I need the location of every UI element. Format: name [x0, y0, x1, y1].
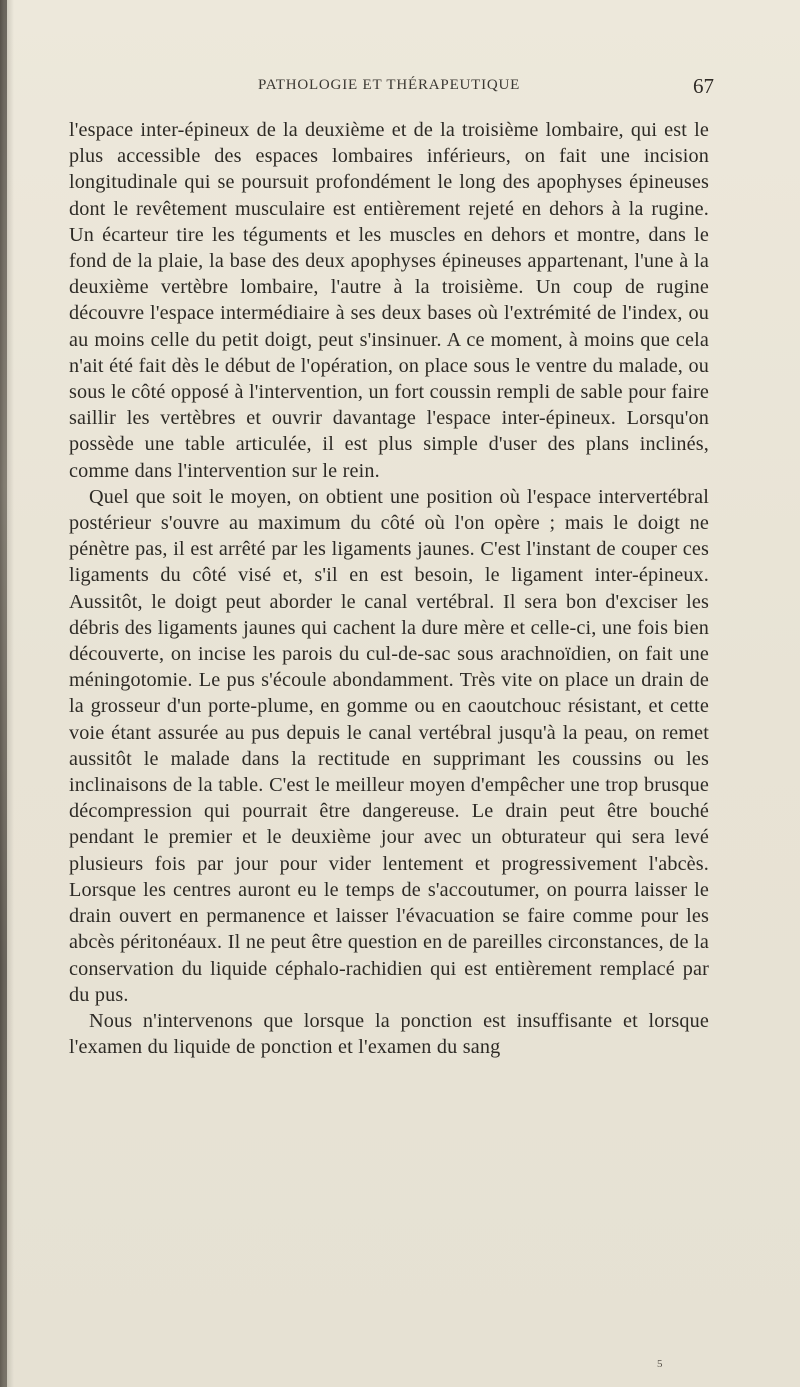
page-number: 67	[693, 74, 714, 98]
body-text	[69, 117, 709, 1060]
running-header	[0, 74, 800, 101]
paragraph-1: l'espace inter-épineux de la deuxième et de la troisième lombaire, qui est le plus accessible des espaces lombaires inférieurs, on fait une incision longitudinale qui se poursuit profondément le long des apophyses épineuses dont le revêtement musculaire est entièrement rejeté en dehors à la rugine. Un écarteur tire les téguments et les muscles en dehors et montre, dans le fond de la plaie, la base des deux apophyses épineuses appartenant, l'une à la deuxième vertèbre lombaire, l'autre à la troisième. Un coup de rugine découvre l'espace intermédiaire à ses deux bases où l'extrémité de l'index, ou au moins celle du petit doigt, peut s'insinuer. A ce moment, à moins que cela n'ait été fait dès le début de l'opération, on place sous le ventre du malade, ou sous le côté opposé à l'intervention, un fort coussin rempli de sable pour faire saillir les vertèbres et ouvrir davantage l'espace inter-épineux. Lorsqu'on possède une table articulée, il est plus simple d'user des plans inclinés, comme dans l'intervention sur le rein.	[69, 119, 709, 482]
book-spine-shadow	[0, 0, 7, 1387]
signature-mark: 5	[657, 1358, 663, 1370]
paragraph-2: Quel que soit le moyen, on obtient une position où l'espace intervertébral postérieur s'ouvre au maximum du côté où l'on opère ; mais le doigt ne pénètre pas, il est arrêté par les ligaments jaunes. C'est l'instant de couper ces ligaments du côté visé et, s'il en est besoin, le ligament inter-épineux. Aussitôt, le doigt peut aborder le canal vertébral. Il sera bon d'exciser les débris des ligaments jaunes qui cachent la dure mère et celle-ci, une fois bien découverte, on incise les parois du cul-de-sac sous arachnoïdien, on fait une méningotomie. Le pus s'écoule abondamment. Très vite on place un drain de la grosseur d'un porte-plume, en gomme ou en caoutchouc résistant, et cette voie étant assurée au pus depuis le canal vertébral jusqu'à la peau, on remet aussitôt le malade dans la rectitude en supprimant les coussins ou les inclinaisons de la table. C'est le meilleur moyen d'empêcher une trop brusque décompression qui pourrait être dangereuse. Le drain peut être bouché pendant le premier et le deuxième jour avec un obturateur qui sera levé plusieurs fois par jour pour vider lentement et progressivement l'abcès. Lorsque les centres auront eu le temps de s'accoutumer, on pourra laisser le drain ouvert en permanence et laisser l'évacuation se faire comme pour les abcès péritonéaux. Il ne peut être question en de pareilles circonstances, de la conservation du liquide céphalo-rachidien qui est entièrement remplacé par du pus.	[69, 485, 709, 1006]
running-title: PATHOLOGIE ET THÉRAPEUTIQUE	[258, 77, 521, 93]
paragraph-3: Nous n'intervenons que lorsque la ponction est insuffisante et lorsque l'examen du liquide de ponction et l'examen du sang	[69, 1009, 709, 1059]
